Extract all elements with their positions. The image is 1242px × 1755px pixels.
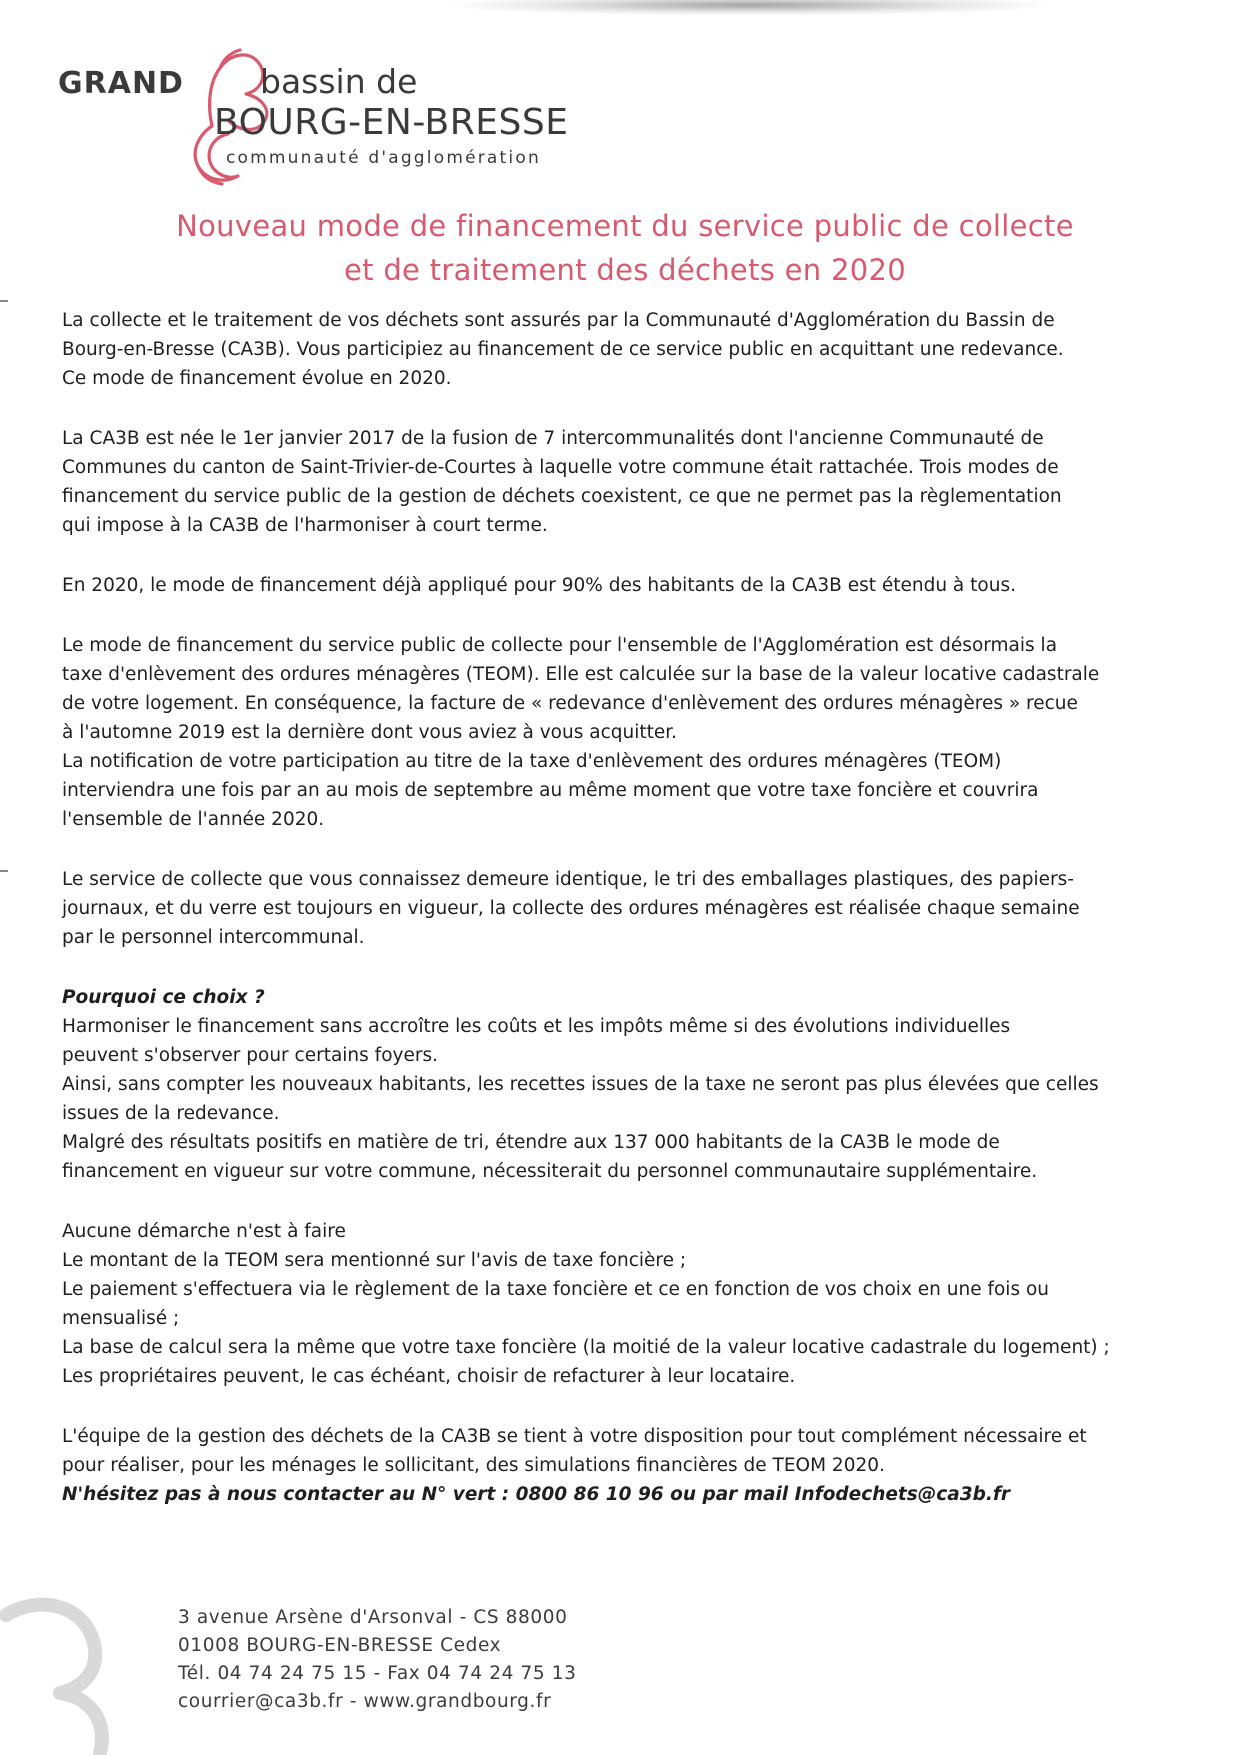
- footer-postcode-line: 01008 BOURG-EN-BRESSE Cedex: [178, 1635, 502, 1656]
- text-line: Aucune démarche n'est à faire: [62, 1221, 346, 1242]
- text-line: peuvent s'observer pour certains foyers.: [62, 1045, 438, 1066]
- footer-web-line: courrier@ca3b.fr - www.grandbourg.fr: [178, 1691, 552, 1712]
- text-line: Les propriétaires peuvent, le cas échéant, choisir de refacturer à leur locataire.: [62, 1366, 796, 1387]
- text-line: qui impose à la CA3B de l'harmoniser à court terme.: [62, 515, 548, 536]
- text-line: Le mode de financement du service public de collecte pour l'ensemble de l'Agglomération est désormais la: [62, 635, 1058, 656]
- text-line: La CA3B est née le 1er janvier 2017 de la fusion de 7 intercommunalités dont l'ancienne Communauté de: [62, 428, 1044, 449]
- text-line: financement en vigueur sur votre commune, nécessiterait du personnel communautaire supplémentaire.: [62, 1161, 1038, 1182]
- paragraph-teom: [62, 631, 1192, 834]
- title-line-2: et de traitement des déchets en 2020: [343, 253, 907, 287]
- text-line: Bourg-en-Bresse (CA3B). Vous participiez au financement de ce service public en acquittant une redevance.: [62, 339, 1064, 360]
- text-line: L'équipe de la gestion des déchets de la CA3B se tient à votre disposition pour tout complément nécessaire et: [62, 1426, 1087, 1447]
- text-line: Le paiement s'effectuera via le règlement de la taxe foncière et ce en fonction de vos choix en une fois ou: [62, 1279, 1050, 1300]
- text-line: En 2020, le mode de financement déjà appliqué pour 90% des habitants de la CA3B est étendu à tous.: [62, 575, 1016, 596]
- paragraph-intro: [62, 306, 1192, 393]
- text-line: à l'automne 2019 est la dernière dont vous aviez à vous acquitter.: [62, 722, 678, 743]
- organization-logo: [58, 38, 618, 188]
- paragraph-extension: [62, 571, 1192, 600]
- text-line: issues de la redevance.: [62, 1103, 280, 1124]
- footer-address-block: [178, 1604, 576, 1716]
- text-line: taxe d'enlèvement des ordures ménagères (TEOM). Elle est calculée sur la base de la valeur locative cadastrale: [62, 664, 1100, 685]
- scan-artifact: [440, 0, 1060, 16]
- paragraph-contact: [62, 1422, 1192, 1509]
- scan-margin-mark: [0, 300, 8, 302]
- logo-bassin-text: bassin de: [260, 62, 418, 101]
- text-line: journaux, et du verre est toujours en vigueur, la collecte des ordures ménagères est réalisée chaque semaine: [62, 898, 1080, 919]
- text-line: de votre logement. En conséquence, la facture de « redevance d'enlèvement des ordures ménagères » recue: [62, 693, 1078, 714]
- scan-margin-mark: [0, 870, 8, 872]
- text-line: Harmoniser le financement sans accroître les coûts et les impôts même si des évolutions individuelles: [62, 1016, 1011, 1037]
- text-line: par le personnel intercommunal.: [62, 927, 365, 948]
- footer-address-line: 3 avenue Arsène d'Arsonval - CS 88000: [178, 1607, 568, 1628]
- title-line-1: Nouveau mode de financement du service public de collecte: [176, 209, 1074, 243]
- text-line: La notification de votre participation au titre de la taxe d'enlèvement des ordures ménagères (TEOM): [62, 751, 1002, 772]
- text-line: pour réaliser, pour les ménages le sollicitant, des simulations financières de TEOM 2020.: [62, 1455, 885, 1476]
- logo-city-text: BOURG-EN-BRESSE: [214, 102, 569, 143]
- document-title: [60, 204, 1190, 292]
- why-heading: Pourquoi ce choix ?: [62, 987, 265, 1008]
- text-line: La collecte et le traitement de vos déchets sont assurés par la Communauté d'Agglomération du Bassin de: [62, 310, 1055, 331]
- footer-logo-watermark-icon: [0, 1585, 150, 1755]
- logo-grand-text: GRAND: [58, 66, 184, 101]
- paragraph-why: [62, 983, 1192, 1186]
- footer-phone-line: Tél. 04 74 24 75 15 - Fax 04 74 24 75 13: [178, 1663, 577, 1684]
- text-line: Ainsi, sans compter les nouveaux habitants, les recettes issues de la taxe ne seront pas plus élevées que celles: [62, 1074, 1099, 1095]
- contact-line: N'hésitez pas à nous contacter au N° vert : 0800 86 10 96 ou par mail Infodechets@ca3b.fr: [62, 1484, 1011, 1505]
- text-line: Communes du canton de Saint-Trivier-de-Courtes à laquelle votre commune était rattachée. Trois modes de: [62, 457, 1059, 478]
- paragraph-service: [62, 865, 1192, 952]
- text-line: interviendra une fois par an au mois de septembre au même moment que votre taxe foncière et couvrira: [62, 780, 1039, 801]
- text-line: La base de calcul sera la même que votre taxe foncière (la moitié de la valeur locative cadastrale du logement) ;: [62, 1337, 1110, 1358]
- text-line: Malgré des résultats positifs en matière de tri, étendre aux 137 000 habitants de la CA3B le mode de: [62, 1132, 1000, 1153]
- text-line: mensualisé ;: [62, 1308, 180, 1329]
- paragraph-steps: [62, 1217, 1192, 1391]
- text-line: Le montant de la TEOM sera mentionné sur l'avis de taxe foncière ;: [62, 1250, 687, 1271]
- paragraph-history: [62, 424, 1192, 540]
- text-line: financement du service public de la gestion de déchets coexistent, ce que ne permet pas la règlementation: [62, 486, 1062, 507]
- text-line: Ce mode de financement évolue en 2020.: [62, 368, 452, 389]
- logo-subtitle: communauté d'agglomération: [226, 148, 541, 168]
- text-line: l'ensemble de l'année 2020.: [62, 809, 325, 830]
- text-line: Le service de collecte que vous connaissez demeure identique, le tri des emballages plastiques, des papiers-: [62, 869, 1074, 890]
- letter-body: [62, 306, 1192, 1509]
